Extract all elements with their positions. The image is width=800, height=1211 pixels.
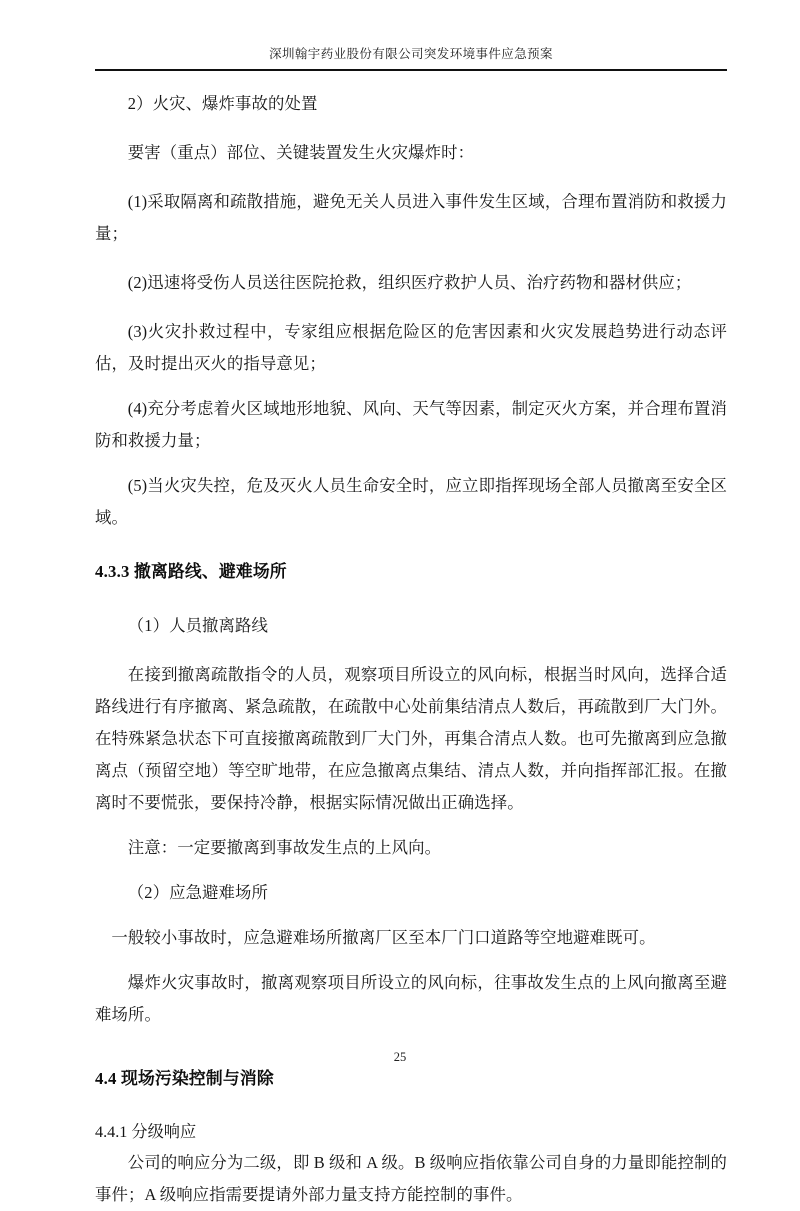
document-body: [95, 88, 727, 1211]
page-number: 25: [393, 1050, 407, 1064]
paragraph-shelter-minor: 一般较小事故时，应急避难场所撤离厂区至本厂门口道路等空地避难既可。: [111, 928, 656, 948]
paragraph-item-2-title: 2）火灾、爆炸事故的处置: [127, 94, 318, 113]
paragraph-shelter-major: 爆炸火灾事故时，撤离观察项目所设立的风向标，往事故发生点的上风向撤离至避难场所。: [95, 973, 727, 1025]
paragraph-measure-5: (5)当火灾失控，危及灭火人员生命安全时，应立即指挥现场全部人员撤离至安全区域。: [95, 475, 727, 527]
header-title: 深圳翰宇药业股份有限公司突发环境事件应急预案: [269, 47, 553, 61]
paragraph-evacuation-route-title: （1）人员撤离路线: [127, 616, 269, 636]
paragraph-shelter-title: （2）应急避难场所: [127, 883, 269, 903]
paragraph-measure-2: (2)迅速将受伤人员送往医院抢救，组织医疗救护人员、治疗药物和器材供应；: [127, 272, 692, 292]
header-divider: [95, 69, 727, 71]
paragraph-evacuation-body: 在接到撤离疏散指令的人员，观察项目所设立的风向标，根据当时风向，选择合适路线进行有序撤离、紧急疏散，在疏散中心处前集结清点人数后，再疏散到厂大门外。在特殊紧急状态下可直接撤离疏散到厂大门外，再集合清点人数。也可先撤离到应急撤离点（预留空地）等空旷地带，在应急撤离点集结、清点人数，并向指挥部汇报。在撤离时不要慌张，要保持冷静，根据实际情况做出正确选择。: [95, 665, 727, 813]
heading-4-3-3: 4.3.3 撤离路线、避难场所: [95, 561, 287, 581]
subheading-4-4-1: 4.4.1 分级响应: [95, 1122, 197, 1141]
heading-4-4: 4.4 现场污染控制与消除: [95, 1069, 274, 1089]
page-footer: [0, 1048, 800, 1066]
paragraph-measure-1: (1)采取隔离和疏散措施，避免无关人员进入事件发生区域，合理布置消防和救援力量；: [95, 191, 727, 243]
paragraph-measure-4: (4)充分考虑着火区域地形地貌、风向、天气等因素，制定灭火方案，并合理布置消防和救援力量；: [95, 398, 727, 450]
paragraph-measure-3: (3)火灾扑救过程中，专家组应根据危险区的危害因素和火灾发展趋势进行动态评估，及时提出灭火的指导意见；: [95, 321, 727, 373]
paragraph-lead-in: 要害（重点）部位、关键装置发生火灾爆炸时：: [127, 142, 475, 162]
paragraph-note-upwind: 注意：一定要撤离到事故发生点的上风向。: [127, 838, 442, 858]
paragraph-grading-body: 公司的响应分为二级，即 B 级和 A 级。B 级响应指依靠公司自身的力量即能控制的事件；A 级响应指需要提请外部力量支持方能控制的事件。: [95, 1152, 727, 1204]
running-header: [95, 46, 727, 71]
